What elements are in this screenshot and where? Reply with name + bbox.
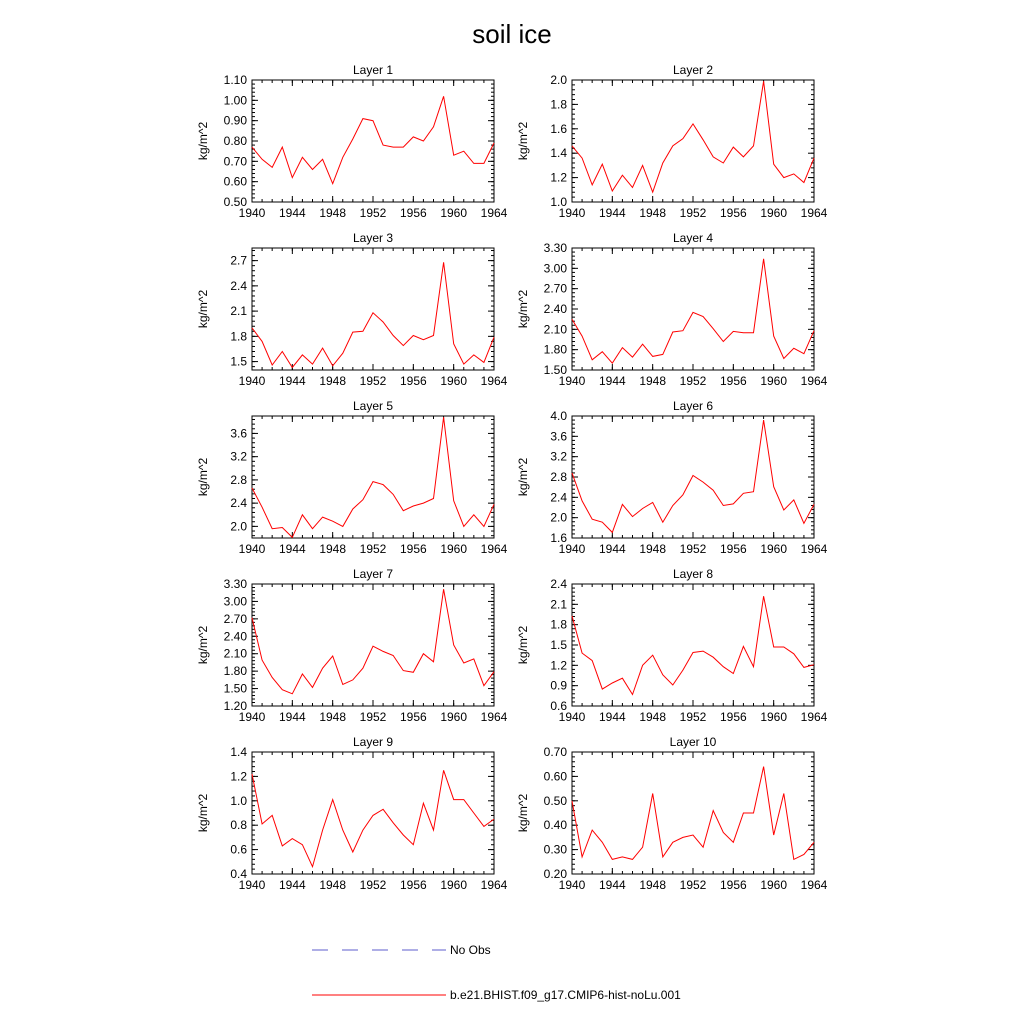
y-tick-label: 3.30 [223, 577, 247, 591]
y-tick-label: 0.20 [543, 867, 567, 881]
y-axis-label: kg/m^2 [196, 793, 210, 833]
y-tick-label: 2.1 [550, 597, 567, 612]
y-axis-label: kg/m^2 [516, 289, 530, 329]
x-tick-label: 1956 [719, 206, 747, 220]
series-line-model [252, 589, 494, 694]
y-tick-label: 0.9 [550, 678, 567, 693]
x-tick-label: 1940 [558, 206, 586, 220]
x-tick-label: 1960 [760, 374, 788, 388]
x-tick-label: 1960 [760, 710, 788, 724]
y-axis-label: kg/m^2 [196, 457, 210, 497]
panel-layer-6 [516, 399, 828, 556]
y-tick-label: 2.7 [230, 253, 247, 268]
x-tick-label: 1952 [359, 206, 387, 220]
panel-grid [196, 63, 828, 892]
y-tick-label: 0.6 [230, 842, 247, 857]
panel-layer-2 [516, 63, 828, 220]
y-tick-label: 1.8 [550, 97, 567, 112]
series-line-model [572, 767, 814, 860]
y-tick-label: 3.6 [550, 429, 567, 444]
y-tick-label: 0.70 [543, 745, 567, 759]
y-axis-label: kg/m^2 [196, 121, 210, 161]
y-tick-label: 1.4 [230, 745, 247, 759]
x-tick-label: 1944 [598, 374, 626, 388]
y-tick-label: 1.80 [223, 664, 247, 679]
x-tick-label: 1960 [760, 878, 788, 892]
y-tick-label: 1.6 [550, 121, 567, 136]
x-tick-label: 1964 [480, 710, 508, 724]
panel-layer-5 [196, 399, 508, 556]
legend-no-obs-label: No Obs [450, 943, 491, 957]
x-tick-label: 1960 [440, 374, 468, 388]
y-tick-label: 2.4 [230, 496, 247, 511]
x-tick-label: 1940 [558, 710, 586, 724]
x-tick-label: 1960 [440, 206, 468, 220]
plot-frame [572, 584, 814, 706]
x-tick-label: 1940 [238, 710, 266, 724]
plot-frame [252, 752, 494, 874]
x-tick-label: 1948 [639, 542, 667, 556]
y-tick-label: 2.8 [550, 470, 567, 484]
y-tick-label: 2.0 [550, 510, 567, 525]
x-tick-label: 1940 [558, 374, 586, 388]
y-tick-label: 2.4 [230, 278, 247, 293]
x-tick-label: 1964 [480, 878, 508, 892]
y-tick-label: 1.0 [230, 793, 247, 808]
x-tick-label: 1948 [639, 206, 667, 220]
x-tick-label: 1964 [800, 710, 828, 724]
x-tick-label: 1952 [359, 374, 387, 388]
x-tick-label: 1944 [598, 542, 626, 556]
x-tick-label: 1952 [359, 542, 387, 556]
x-tick-label: 1948 [319, 542, 347, 556]
x-tick-label: 1944 [278, 710, 306, 724]
x-tick-label: 1964 [800, 542, 828, 556]
x-tick-label: 1948 [319, 374, 347, 388]
legend [312, 943, 681, 1002]
x-tick-label: 1960 [440, 710, 468, 724]
y-axis-label: kg/m^2 [516, 121, 530, 161]
y-tick-label: 1.5 [230, 354, 247, 369]
y-tick-label: 1.2 [550, 170, 567, 185]
x-tick-label: 1940 [238, 542, 266, 556]
y-tick-label: 2.10 [543, 322, 567, 337]
series-line-model [252, 96, 494, 183]
plot-frame [252, 416, 494, 538]
plot-frame [572, 416, 814, 538]
series-line-model [572, 259, 814, 363]
x-tick-label: 1960 [760, 542, 788, 556]
plot-frame [572, 752, 814, 874]
x-tick-label: 1952 [679, 206, 707, 220]
y-axis-label: kg/m^2 [196, 625, 210, 665]
y-tick-label: 2.40 [543, 302, 567, 316]
y-tick-label: 2.4 [550, 577, 567, 591]
plot-frame [572, 80, 814, 202]
panel-title: Layer 8 [672, 567, 714, 581]
y-tick-label: 1.20 [223, 699, 247, 713]
y-tick-label: 3.30 [543, 241, 567, 255]
x-tick-label: 1956 [719, 710, 747, 724]
panel-layer-3 [196, 231, 508, 388]
y-tick-label: 2.1 [230, 304, 247, 319]
y-tick-label: 3.2 [230, 449, 247, 464]
x-tick-label: 1952 [679, 710, 707, 724]
y-tick-label: 2.0 [230, 519, 247, 534]
y-tick-label: 1.10 [223, 73, 247, 87]
series-line-model [572, 596, 814, 694]
series-line-model [252, 262, 494, 367]
x-tick-label: 1956 [719, 374, 747, 388]
y-axis-label: kg/m^2 [196, 289, 210, 329]
x-tick-label: 1964 [480, 206, 508, 220]
plot-frame [252, 80, 494, 202]
y-tick-label: 1.00 [223, 93, 247, 108]
legend-model-label: b.e21.BHIST.f09_g17.CMIP6-hist-noLu.001 [450, 988, 681, 1002]
y-tick-label: 2.4 [550, 490, 567, 505]
y-tick-label: 0.6 [550, 699, 567, 713]
y-tick-label: 1.8 [550, 617, 567, 632]
y-tick-label: 0.60 [543, 769, 567, 784]
x-tick-label: 1940 [558, 542, 586, 556]
x-tick-label: 1948 [319, 878, 347, 892]
y-tick-label: 2.8 [230, 472, 247, 487]
x-tick-label: 1960 [440, 542, 468, 556]
series-line-model [252, 770, 494, 866]
y-tick-label: 1.0 [550, 195, 567, 209]
y-tick-label: 1.2 [230, 769, 247, 784]
x-tick-label: 1956 [399, 206, 427, 220]
y-axis-label: kg/m^2 [516, 457, 530, 497]
y-tick-label: 3.00 [223, 594, 247, 609]
y-tick-label: 4.0 [550, 409, 567, 423]
y-tick-label: 2.40 [223, 629, 247, 644]
y-tick-label: 0.50 [223, 195, 247, 209]
series-line-model [252, 417, 494, 537]
x-tick-label: 1964 [800, 206, 828, 220]
x-tick-label: 1944 [278, 878, 306, 892]
panel-title: Layer 6 [672, 399, 714, 413]
y-tick-label: 3.6 [230, 426, 247, 441]
x-tick-label: 1948 [639, 710, 667, 724]
y-axis-label: kg/m^2 [516, 625, 530, 665]
panel-title: Layer 4 [672, 231, 714, 245]
x-tick-label: 1956 [399, 374, 427, 388]
panel-title: Layer 10 [669, 735, 717, 749]
x-tick-label: 1956 [719, 542, 747, 556]
x-tick-label: 1940 [238, 206, 266, 220]
x-tick-label: 1948 [639, 878, 667, 892]
plot-frame [572, 248, 814, 370]
panel-layer-9 [196, 735, 508, 892]
y-tick-label: 3.00 [543, 261, 567, 276]
y-tick-label: 0.70 [223, 154, 247, 169]
x-tick-label: 1956 [399, 542, 427, 556]
x-tick-label: 1948 [639, 374, 667, 388]
y-tick-label: 2.10 [223, 646, 247, 661]
x-tick-label: 1960 [760, 206, 788, 220]
y-tick-label: 1.8 [230, 329, 247, 344]
y-tick-label: 0.80 [223, 134, 247, 148]
panel-title: Layer 1 [352, 63, 394, 77]
panel-title: Layer 7 [352, 567, 394, 581]
x-tick-label: 1964 [800, 878, 828, 892]
panel-layer-1 [196, 63, 508, 220]
y-tick-label: 0.40 [543, 818, 567, 833]
y-tick-label: 1.80 [543, 342, 567, 357]
panel-layer-4 [516, 231, 828, 388]
figure-title: soil ice [472, 19, 552, 49]
y-tick-label: 2.0 [550, 73, 567, 87]
y-tick-label: 0.90 [223, 113, 247, 128]
y-tick-label: 0.30 [543, 842, 567, 857]
y-tick-label: 0.8 [230, 818, 247, 833]
y-tick-label: 0.4 [230, 867, 247, 881]
panel-layer-7 [196, 567, 508, 724]
y-axis-label: kg/m^2 [516, 793, 530, 833]
x-tick-label: 1940 [558, 878, 586, 892]
x-tick-label: 1948 [319, 206, 347, 220]
panel-title: Layer 2 [672, 63, 714, 77]
x-tick-label: 1960 [440, 878, 468, 892]
x-tick-label: 1944 [278, 206, 306, 220]
y-tick-label: 1.50 [543, 363, 567, 377]
panel-title: Layer 3 [352, 231, 394, 245]
x-tick-label: 1956 [399, 878, 427, 892]
x-tick-label: 1944 [278, 374, 306, 388]
series-line-model [572, 420, 814, 532]
x-tick-label: 1952 [679, 374, 707, 388]
x-tick-label: 1956 [719, 878, 747, 892]
x-tick-label: 1952 [679, 542, 707, 556]
x-tick-label: 1964 [480, 374, 508, 388]
panel-layer-10 [516, 735, 828, 892]
y-tick-label: 0.60 [223, 174, 247, 189]
plot-frame [252, 584, 494, 706]
x-tick-label: 1944 [598, 206, 626, 220]
x-tick-label: 1952 [679, 878, 707, 892]
y-tick-label: 3.2 [550, 449, 567, 464]
x-tick-label: 1956 [399, 710, 427, 724]
series-line-model [572, 81, 814, 192]
x-tick-label: 1948 [319, 710, 347, 724]
panel-title: Layer 5 [352, 399, 394, 413]
y-tick-label: 0.50 [543, 793, 567, 808]
x-tick-label: 1964 [480, 542, 508, 556]
y-tick-label: 1.4 [550, 146, 567, 161]
y-tick-label: 1.6 [550, 531, 567, 545]
x-tick-label: 1940 [238, 374, 266, 388]
y-tick-label: 2.70 [543, 281, 567, 296]
x-tick-label: 1940 [238, 878, 266, 892]
y-tick-label: 1.50 [223, 681, 247, 696]
x-tick-label: 1964 [800, 374, 828, 388]
x-tick-label: 1944 [598, 710, 626, 724]
x-tick-label: 1944 [598, 878, 626, 892]
x-tick-label: 1944 [278, 542, 306, 556]
y-tick-label: 2.70 [223, 611, 247, 626]
panel-layer-8 [516, 567, 828, 724]
panel-title: Layer 9 [352, 735, 394, 749]
x-tick-label: 1952 [359, 710, 387, 724]
x-tick-label: 1952 [359, 878, 387, 892]
y-tick-label: 1.2 [550, 658, 567, 673]
y-tick-label: 1.5 [550, 638, 567, 652]
